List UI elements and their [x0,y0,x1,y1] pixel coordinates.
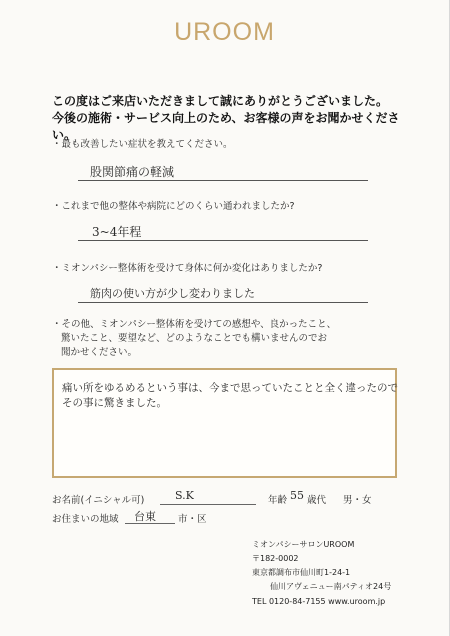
answer-1: 股関節痛の軽減 [90,165,175,179]
age-label: 年齢 [268,495,288,506]
answer-2: 3~4年程 [92,225,142,239]
footer-postal: 〒182-0002 [252,554,299,563]
question-4-line-2: 驚いたこと、要望など、どのようなことでも構いませんのでお [61,333,328,344]
uroom-logo: UROOM [174,18,275,46]
question-3: ・ミオンパシー整体術を受けて身体に何か変化はありましたか? [52,263,323,274]
area-value: 台東 [134,510,156,523]
footer-address-2: 仙川アヴェニュー南パティオ24号 [270,582,392,591]
age-value: 55 [290,489,304,502]
feedback-answer-line-2: その事に驚きました。 [62,397,167,409]
question-1: ・最も改善したい症状を教えてください。 [52,139,233,150]
footer-address-1: 東京都調布市仙川町1-24-1 [252,568,351,577]
intro-line-1: この度はご来店いただきまして誠にありがとうございました。 [52,94,389,108]
question-4-line-1: ・その他、ミオンパシー整体術を受けての感想や、良かったこと、 [52,319,337,330]
answer-2-line [78,240,368,241]
feedback-box [52,368,397,478]
question-4 [52,318,412,360]
answer-3: 筋肉の使い方が少し変わりました [90,287,255,300]
area-suffix: 市・区 [178,514,207,525]
gender-options: 男・女 [343,495,372,506]
footer-contact: TEL 0120-84-7155 www.uroom.jp [252,597,386,606]
answer-3-line [78,302,368,303]
area-underline [125,523,175,524]
area-label: お住まいの地域 [52,514,119,525]
age-suffix: 歳代 [307,495,327,506]
name-value: S.K [175,489,194,502]
question-4-line-3: 聞かせください。 [61,347,138,358]
name-underline [160,504,256,505]
question-2: ・これまで他の整体や病院にどのくらい通われましたか? [52,201,295,212]
intro-line-2: 今後の施術・サービス向上のため、お客様の声をお聞かせください。 [52,111,400,142]
footer-salon-name: ミオンパシーサロンUROOM [252,540,355,549]
name-label: お名前(イニシャル可) [52,495,145,506]
answer-1-line [78,180,368,181]
feedback-answer-line-1: 痛い所をゆるめるという事は、今まで思っていたことと全く違ったので [62,382,398,394]
intro-text [52,93,412,144]
